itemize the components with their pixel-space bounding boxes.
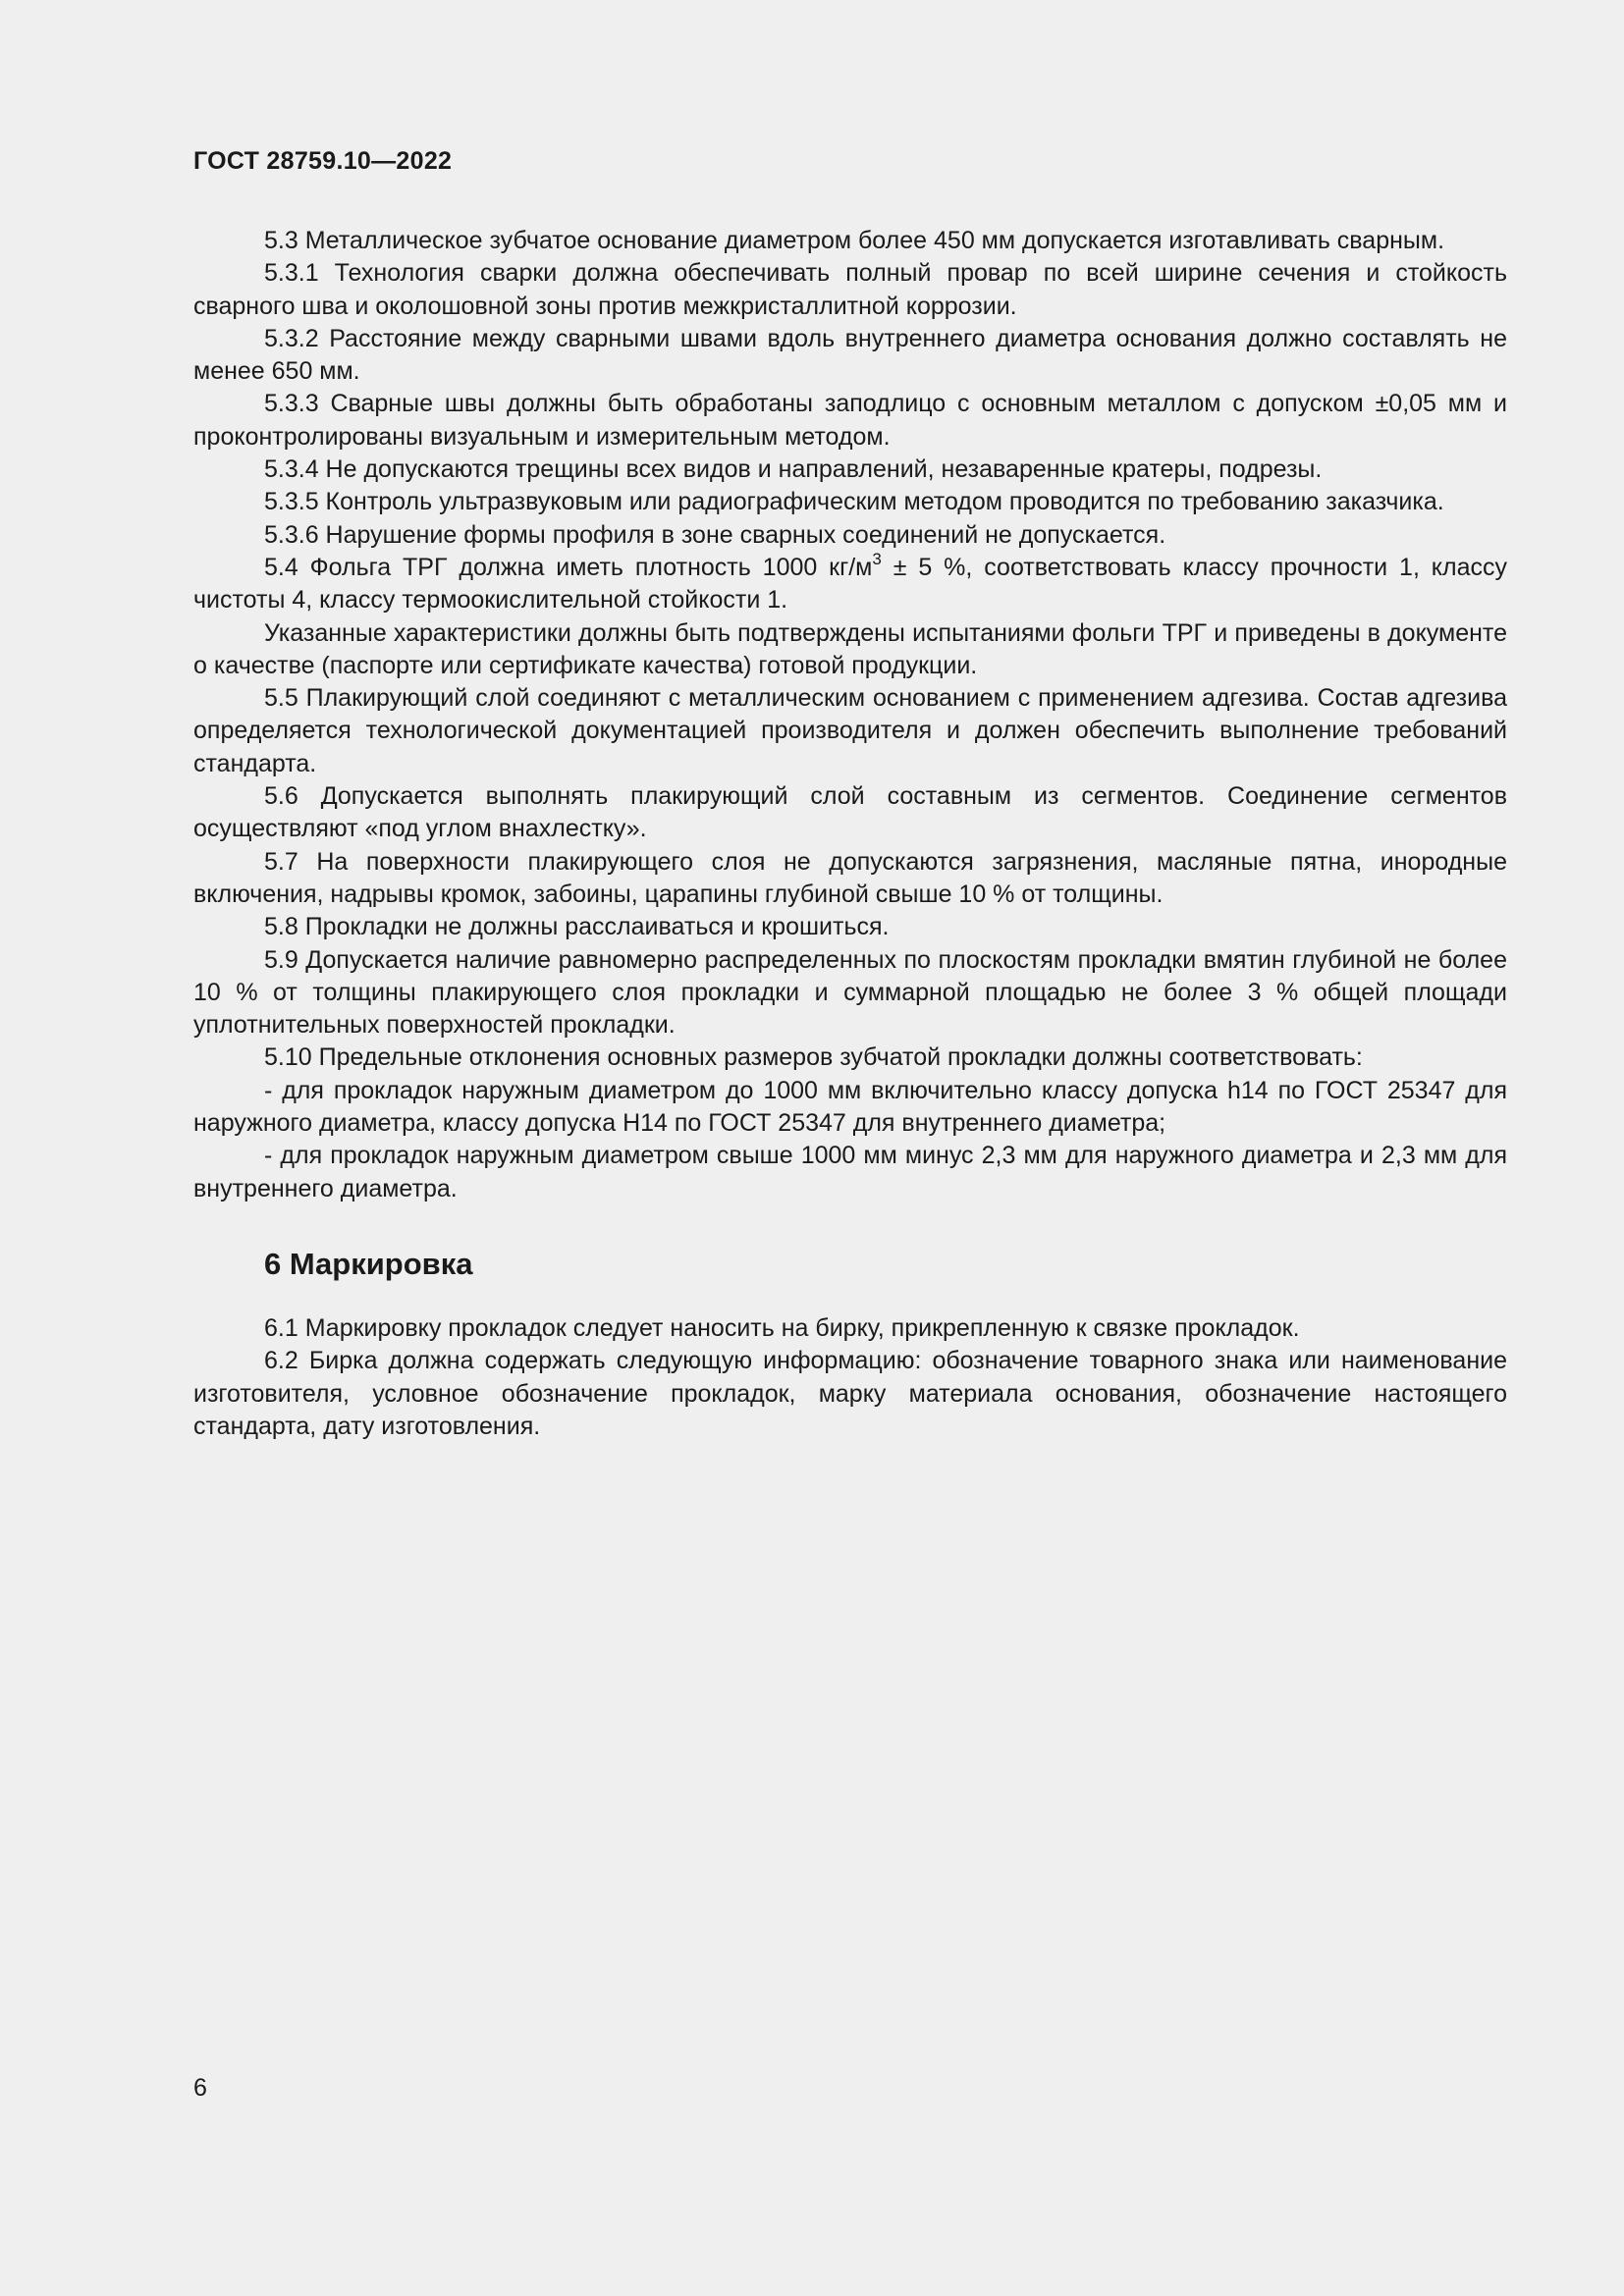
- paragraph-6-2: 6.2 Бирка должна содержать следующую информацию: обозначение товарного знака или наименование изготовителя, условное обозначение прокладок, марку материала основания, обозначение настоящего стандарта, дату изготовления.: [193, 1347, 1507, 1440]
- paragraph-5-3-5: 5.3.5 Контроль ультразвуковым или радиографическим методом проводится по требованию заказчика.: [264, 488, 1444, 516]
- paragraph-5-3-6: 5.3.6 Нарушение формы профиля в зоне сварных соединений не допускается.: [264, 520, 1166, 549]
- paragraph-5-4: [193, 549, 1507, 617]
- paragraph-5-10: 5.10 Предельные отклонения основных размеров зубчатой прокладки должны соответствовать:: [264, 1043, 1363, 1072]
- paragraph-5-7: 5.7 На поверхности плакирующего слоя не допускаются загрязнения, масляные пятна, инородные включения, надрывы кромок, забоины, царапины глубиной свыше 10 % от толщины.: [193, 847, 1507, 908]
- document-body: [193, 225, 1507, 1443]
- paragraph-5-4-note: Указанные характеристики должны быть подтверждены испытаниями фольги ТРГ и приведены в документе о качестве (паспорте или сертификате качества) готовой продукции.: [193, 618, 1507, 679]
- paragraph-5-3-2: 5.3.2 Расстояние между сварными швами вдоль внутреннего диаметра основания должно составлять не менее 650 мм.: [193, 324, 1507, 386]
- page-number: 6: [193, 2074, 207, 2102]
- paragraph-5-5: 5.5 Плакирующий слой соединяют с металлическим основанием с применением адгезива. Состав адгезива определяется технологической документацией производителя и должен обеспечить выполнение требований стандарта.: [193, 684, 1507, 777]
- paragraph-5-4-text-rest: ± 5 %, соответствовать классу прочности 1, классу чистоты 4, классу термоокислительной стойкости 1.: [193, 553, 1507, 614]
- list-item-tolerance-1: - для прокладок наружным диаметром до 1000 мм включительно классу допуска h14 по ГОСТ 25347 для наружного диаметра, классу допуска H14 по ГОСТ 25347 для внутреннего диаметра;: [193, 1076, 1507, 1138]
- paragraph-5-3-4: 5.3.4 Не допускаются трещины всех видов и направлений, незаваренные кратеры, подрезы.: [264, 455, 1323, 484]
- paragraph-5-3-1: 5.3.1 Технология сварки должна обеспечивать полный провар по всей ширине сечения и стойкость сварного шва и околошовной зоны против межкристаллитной коррозии.: [193, 259, 1507, 320]
- paragraph-5-6: 5.6 Допускается выполнять плакирующий слой составным из сегментов. Соединение сегментов осуществляют «под углом внахлестку».: [193, 782, 1507, 843]
- paragraph-5-8: 5.8 Прокладки не должны расслаиваться и крошиться.: [264, 913, 890, 941]
- paragraph-5-9: 5.9 Допускается наличие равномерно распределенных по плоскостям прокладки вмятин глубиной не более 10 % от толщины плакирующего слоя прокладки и суммарной площадью не более 3 % общей площади уплотнительных поверхностей прокладки.: [193, 945, 1507, 1040]
- section-title-marking: 6 Маркировка: [264, 1246, 473, 1281]
- paragraph-5-4-text: 5.4 Фольга ТРГ должна иметь плотность 1000 кг/м: [264, 553, 873, 581]
- superscript-cube: 3: [872, 549, 882, 568]
- document-header: ГОСТ 28759.10—2022: [193, 147, 453, 175]
- paragraph-5-3-3: 5.3.3 Сварные швы должны быть обработаны заподлицо с основным металлом с допуском ±0,05 мм и проконтролированы визуальным и измерительным методом.: [193, 390, 1507, 451]
- paragraph-5-3: 5.3 Металлическое зубчатое основание диаметром более 450 мм допускается изготавливать сварным.: [264, 227, 1445, 254]
- list-item-tolerance-2: - для прокладок наружным диаметром свыше 1000 мм минус 2,3 мм для наружного диаметра и 2,3 мм для внутреннего диаметра.: [193, 1142, 1507, 1202]
- paragraph-6-1: 6.1 Маркировку прокладок следует наносить на бирку, прикрепленную к связке прокладок.: [264, 1313, 1300, 1342]
